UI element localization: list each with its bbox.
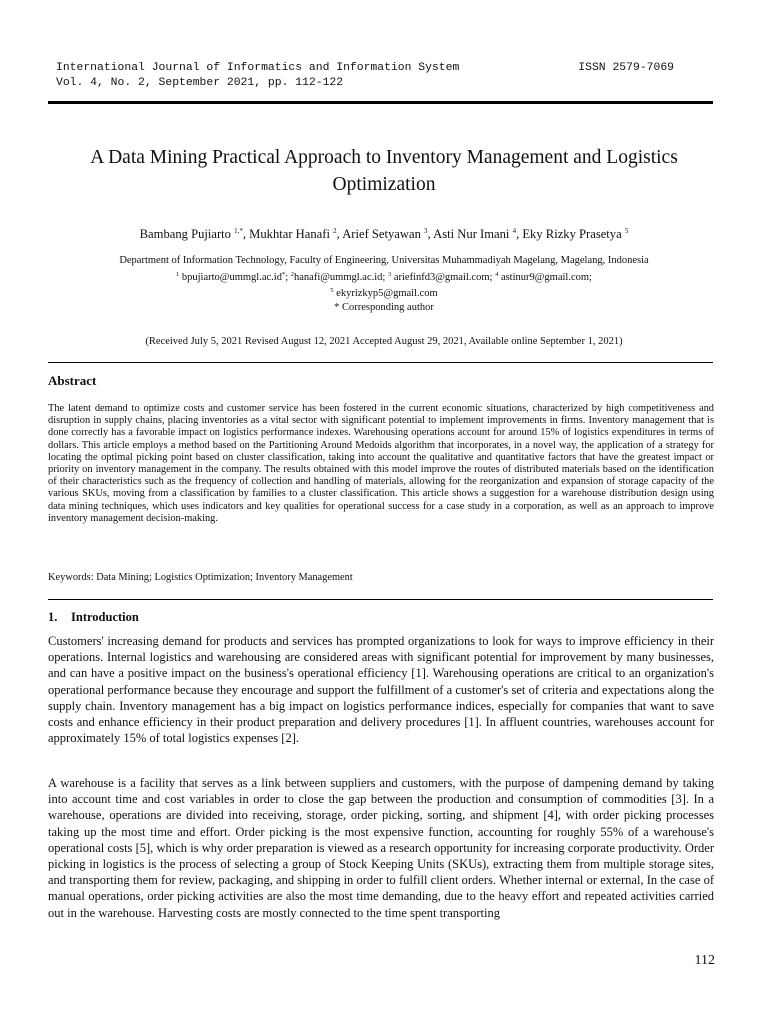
author (249, 227, 342, 241)
author-sup: 3 (424, 227, 428, 235)
author-name: Bambang Pujiarto (139, 227, 235, 241)
divider (48, 362, 713, 363)
email-sup: 3 (387, 270, 392, 278)
author-sup: 4 (512, 227, 517, 235)
author-sup: 5 (624, 227, 629, 235)
paragraph: Customers' increasing demand for products and services has prompted organizations to look for ways to improve efficiency in their operations. Internal logistics and warehousing are considered areas with significant potential for improvement by many businesses, and can have a positive impact on the business's operational efficiency [1]. Warehousing operations are critical to an organization's operational performance because they encourage and support the fulfillment of a customer's set of criteria and expectations along the supply chain. Inventory management has a big impact on logistics performance indices, especially for companies that want to save costs and enhance efficiency in their product preparation and delivery procedures [1]. In affluent countries, warehouses account for approximately 15% of total logistics expenses [2]. (48, 634, 714, 746)
email-sup: * (281, 270, 286, 278)
title-line-2: Optimization (332, 174, 436, 195)
email-sep: ; (285, 271, 291, 283)
abstract-body: The latent demand to optimize costs and customer service has been fostered in the current economic situations, characterized by high competitiveness and disruption in supply chains, placing inventories as a vital sector with significant potential to implement improvements in firms. Inventory management that is done correctly has a favorable impact on logistics performance indexes. Warehousing operations account for around 15% of logistics expenditures in terms of dollars. This article employs a method based on the Partitioning Around Medoids algorithm that incorporates, in a novel way, the application of a strategy for locating the optimal picking point based on cluster classification, taking into account the qualitative and quantitative factors that have the greatest impact or priority on inventory management in the company. The results obtained with this model improve the routes of distributed materials based on the identification of their characteristics such as the frequency of collection and handling of materials, allowing for the reorganization and expansion of storage capacity of the various SKUs, moving from a classification by families to a cluster classification. This article shows a suggestion for a warehouse distribution design using data mining techniques, which uses indicators and key qualities for operational success for a case study in a corporation, as well as an approach to improve inventory management decision-making. (48, 403, 714, 524)
author (522, 227, 628, 241)
email-sup: 1 (176, 270, 180, 278)
author-name: Mukhtar Hanafi (249, 227, 334, 241)
header-rule (48, 101, 713, 104)
corresponding-note: * Corresponding author (334, 301, 434, 313)
section-title: Introduction (71, 610, 139, 624)
email[interactable]: ekyrizkyp5@gmail.com (333, 288, 438, 299)
email-sup: 2 (290, 270, 295, 278)
abstract-heading: Abstract (48, 373, 97, 388)
author-sep: , (427, 227, 434, 241)
email[interactable]: astinur9@gmail.com; (498, 271, 592, 283)
page-number: 112 (694, 953, 715, 968)
author-name: Arief Setyawan (342, 227, 425, 241)
running-header (56, 61, 712, 91)
section-number: 1. (48, 610, 58, 624)
divider (48, 599, 713, 600)
author-sep: , (336, 227, 343, 241)
author-sup: 2 (333, 227, 337, 235)
email-sup: 5 (330, 287, 334, 294)
department: Department of Information Technology, Faculty of Engineering, Universitas Muhammadiyah Magelang, Magelang, Indonesia (119, 255, 649, 266)
email-line (40, 268, 728, 285)
author (342, 227, 433, 241)
keywords: Keywords: Data Mining; Logistics Optimization; Inventory Management (48, 572, 353, 583)
author-sup: 1,* (234, 227, 243, 235)
issn: ISSN 2579-7069 (578, 62, 674, 74)
title-line-1: A Data Mining Practical Approach to Inventory Management and Logistics (90, 147, 678, 168)
email[interactable]: ariefinfd3@gmail.com; (391, 271, 496, 283)
paragraph: A warehouse is a facility that serves as a link between suppliers and customers, with the purpose of dampening demand by taking into account time and cost variables in order to close the gap between the production and consumption of commodities [3]. In a warehouse, operations are divided into receiving, storage, order picking, sorting, and shipment [4], with order picking processes taking up the most time and effort. Order picking is the most expensive function, accounting for roughly 55% of a warehouse's operational costs [5], which is why order preparation is viewed as a research opportunity for increasing corporate productivity. Order picking in logistics is the process of selecting a group of Stock Keeping Units (SKUs), extracting them from multiple storage sites, and transporting them for review, packaging, and shipping in order to fulfill client orders. Whether internal or external, In the case of manual operations, order picking activities are also the most time demanding, due to the heavy effort and repeated activities carried out in the warehouse. Harvesting costs are mostly connected to the time spent transporting (48, 776, 714, 920)
affiliation-block (40, 254, 728, 314)
email[interactable]: hanafi@ummgl.ac.id; (294, 271, 388, 283)
author-sep: , (516, 227, 523, 241)
author (140, 227, 250, 241)
author (433, 227, 522, 241)
author-sep: , (242, 227, 250, 241)
section-heading (48, 610, 139, 625)
email[interactable]: bpujiarto@ummgl.ac.id (179, 271, 282, 283)
journal-issue: Vol. 4, No. 2, September 2021, pp. 112-122 (56, 77, 344, 89)
journal-name: International Journal of Informatics and Information System (56, 62, 460, 74)
email-line (40, 284, 728, 301)
author-name: Asti Nur Imani (433, 227, 513, 241)
paper-title (40, 144, 728, 198)
email-sup: 4 (495, 270, 499, 278)
received-dates: (Received July 5, 2021 Revised August 12, 2021 Accepted August 29, 2021, Available online September 1, 2021) (145, 336, 623, 347)
author-name: Eky Rizky Prasetya (522, 227, 625, 241)
author-list (40, 222, 728, 243)
